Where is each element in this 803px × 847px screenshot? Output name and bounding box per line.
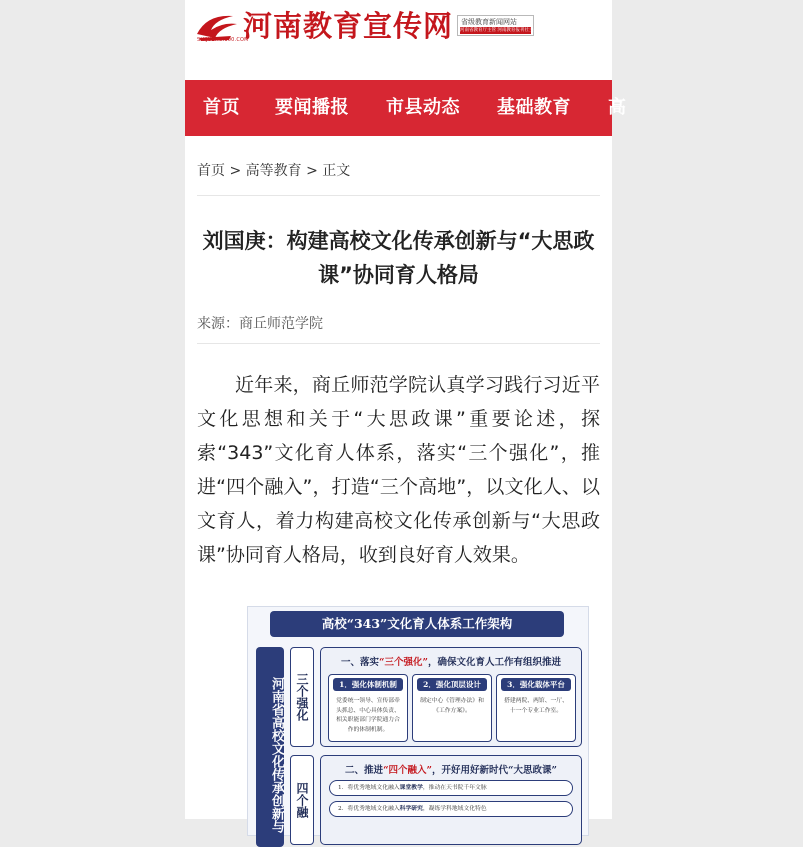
sub-box-head: 1．强化体制机制: [333, 678, 403, 691]
section-heading: [321, 762, 581, 776]
heading-emphasis: “四个融入”: [383, 765, 432, 776]
main-nav: [185, 80, 627, 136]
figure-title: 高校“343”文化育人体系工作架构: [270, 611, 564, 637]
section-label-three-strengthen: 三个强化: [290, 647, 314, 747]
item-keyword: 科学研究: [399, 806, 423, 812]
article-source: 来源：商丘师范学院: [197, 316, 323, 332]
sub-box-body: 制定中心《管理办法》和《工作方案》。: [420, 698, 484, 714]
article-title: 刘国庚：构建高校文化传承创新与“大思政课”协同育人格局: [202, 229, 595, 287]
heading-suffix: ，开好用好新时代“大思政课”: [432, 765, 557, 776]
article-paragraph: 近年来，商丘师范学院认真学习践行习近平文化思想和关于“大思政课”重要论述，探索“343”文化育人体系，落实“三个强化”，推进“四个融入”，打造“三个高地”，以文化人、以文育人，着力构建高校文化传承创新与“大思政课”协同育人格局，收到良好育人效果。: [197, 374, 600, 566]
integration-item: [329, 780, 573, 796]
page: [185, 0, 627, 833]
nav-item-city[interactable]: 市县动态: [386, 97, 460, 118]
sub-box-design: [412, 674, 492, 742]
masthead: [185, 0, 612, 80]
section-panel-four-integrate: [320, 755, 582, 845]
sub-box-body: 党委统一领导、宣传部牵头抓总、中心具体负责、相关职能部门学院通力合作的体制机制。: [336, 698, 400, 733]
section-label-four-integrate: 四个融: [290, 755, 314, 845]
heading-suffix: ，确保文化育人工作有组织推进: [427, 657, 561, 668]
heading-prefix: 二、推进: [345, 765, 384, 776]
site-name[interactable]: 河南教育宣传网: [243, 9, 454, 43]
nav-item-basic-edu[interactable]: 基础教育: [497, 97, 571, 118]
divider: [197, 195, 600, 196]
heading-prefix: 一、落实: [341, 657, 380, 668]
breadcrumb-separator: >: [301, 163, 323, 179]
item-suffix: ，推动在天书院千年文脉: [422, 785, 487, 791]
item-suffix: ，凝练学科地域文化特色: [422, 806, 487, 812]
breadcrumb-separator: >: [225, 163, 246, 179]
sub-box-head: 3．强化载体平台: [501, 678, 571, 691]
tagline-top: 省级教育新闻网站: [461, 18, 517, 26]
article-figure: [247, 606, 589, 836]
breadcrumb: [197, 160, 350, 180]
breadcrumb-section[interactable]: 高等教育: [245, 163, 302, 179]
section-heading: [321, 654, 581, 668]
nav-item-news[interactable]: 要闻播报: [275, 97, 349, 118]
sub-box-mechanism: [328, 674, 408, 742]
logo-subtext: SHIJUEHUI100.COM: [197, 37, 249, 43]
item-keyword: 课堂教学: [399, 785, 423, 791]
figure-vertical-label: 河南省高校文化传承创新与: [256, 647, 284, 847]
breadcrumb-home[interactable]: 首页: [197, 163, 225, 179]
tagline-badge: [457, 15, 538, 36]
divider: [197, 343, 600, 344]
item-prefix: 1．将优秀地域文化融入: [338, 785, 400, 791]
integration-item: [329, 801, 573, 817]
nav-item-home[interactable]: 首页: [203, 97, 240, 118]
item-prefix: 2．将优秀地域文化融入: [338, 806, 400, 812]
breadcrumb-current: 正文: [322, 163, 351, 179]
sub-box-platform: [496, 674, 576, 742]
heading-emphasis: “三个强化”: [379, 657, 428, 668]
nav-item-higher-edu[interactable]: 高: [608, 97, 627, 118]
section-panel-three-strengthen: [320, 647, 582, 747]
tagline-bottom: 河南省教育厅主管 河南教育报刊社主办: [460, 28, 538, 33]
sub-box-head: 2．强化顶层设计: [417, 678, 487, 691]
sub-box-body: 搭建两院、两馆、一厅、十一个专业工作室。: [504, 698, 568, 714]
